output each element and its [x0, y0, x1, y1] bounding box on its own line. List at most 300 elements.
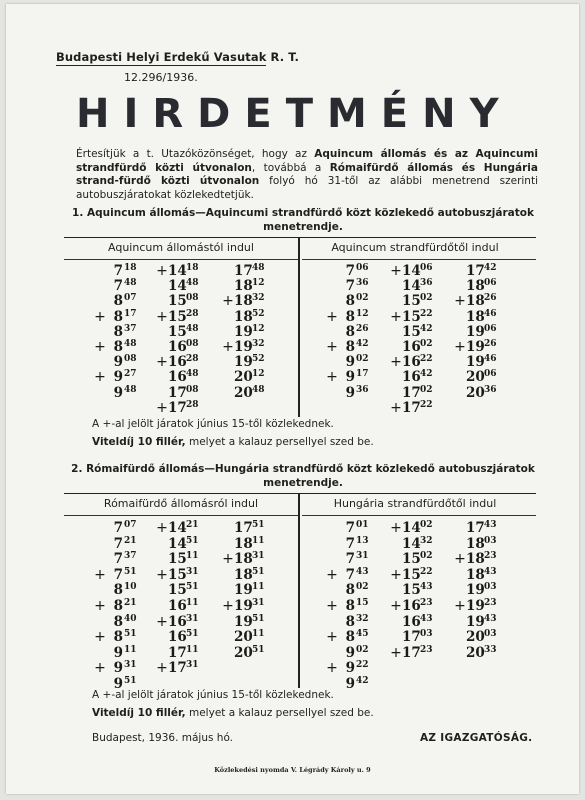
departure-time: [326, 339, 369, 355]
departure-time: [454, 385, 497, 401]
departure-minute: 21: [124, 535, 137, 546]
departure-hour: 9: [113, 384, 123, 401]
departure-hour: 17: [168, 644, 187, 661]
departure-minute: 06: [484, 278, 497, 289]
departure-time: [390, 354, 433, 370]
departure-hour: 7: [345, 520, 355, 536]
june-marker: +: [390, 566, 402, 583]
departure-hour: 16: [402, 354, 421, 371]
section1-title: [68, 206, 538, 234]
departure-hour: 20: [466, 644, 485, 661]
departure-minute: 31: [186, 613, 199, 624]
departure-time: [454, 369, 497, 385]
departure-hour: 14: [402, 535, 421, 552]
departure-time: [390, 551, 433, 567]
departure-time: [222, 293, 265, 309]
departure-minute: 43: [420, 582, 433, 593]
departure-time: [390, 400, 433, 416]
departure-minute: 37: [124, 323, 137, 334]
june-marker: +: [326, 660, 338, 677]
departure-hour: 7: [113, 551, 123, 568]
june-marker: +: [454, 551, 466, 568]
footer-signature: AZ IGAZGATÓSÁG.: [420, 732, 533, 744]
departure-hour: 15: [168, 582, 187, 599]
departure-minute: 36: [356, 278, 369, 289]
intro-text-3: folyó hó 31-től az alábbi menetrend szerinti autobuszjáratokat közlekedtetjük.: [76, 175, 538, 201]
departure-time: [326, 263, 369, 279]
reference-number: 12.296/1936.: [124, 71, 198, 84]
departure-hour: 9: [113, 676, 123, 692]
departure-time: [156, 660, 199, 676]
departure-time: [222, 278, 265, 294]
departure-time: [454, 629, 497, 645]
departure-time: [326, 293, 369, 309]
departure-minute: 11: [186, 551, 199, 562]
section2-title-line1: 2. Rómaifürdő állomás—Hungária strandfürdő közt közlekedő autobuszjáratok: [71, 463, 535, 475]
departure-time: [222, 645, 265, 661]
departure-minute: 02: [356, 582, 369, 593]
departure-minute: 02: [356, 354, 369, 365]
departure-minute: 51: [186, 535, 199, 546]
departure-time: [94, 614, 137, 630]
departure-minute: 43: [484, 566, 497, 577]
departure-minute: 51: [186, 582, 199, 593]
departure-minute: 43: [356, 566, 369, 577]
departure-minute: 31: [252, 598, 265, 608]
departure-time: [94, 567, 137, 583]
departure-minute: 08: [186, 339, 199, 349]
june-marker: +: [390, 308, 402, 325]
june-marker: +: [390, 263, 402, 279]
departure-time: [156, 400, 199, 416]
departure-minute: 28: [186, 308, 199, 319]
june-marker: +: [326, 598, 338, 614]
departure-hour: 9: [113, 660, 123, 677]
departure-hour: 8: [113, 339, 123, 355]
departure-minute: 36: [420, 278, 433, 289]
departure-hour: 17: [402, 629, 421, 646]
departure-minute: 51: [252, 644, 265, 655]
departure-time: [222, 536, 265, 552]
departure-time: [156, 520, 199, 536]
departure-time: [94, 369, 137, 385]
departure-minute: 22: [356, 660, 369, 671]
intro-text-1: Értesítjük a t. Utazóközönséget, hogy az: [76, 148, 315, 160]
departure-minute: 03: [484, 582, 497, 593]
departure-time: [326, 551, 369, 567]
departure-time: [454, 339, 497, 355]
departure-time: [326, 582, 369, 598]
departure-time: [326, 629, 369, 645]
departure-hour: 16: [168, 369, 187, 386]
departure-hour: 19: [466, 323, 485, 340]
departure-hour: 18: [234, 308, 253, 325]
departure-minute: 32: [252, 339, 265, 349]
departure-time: [454, 263, 497, 279]
section2-left-header: Rómaifürdő állomásról indul: [103, 497, 259, 510]
departure-time: [94, 385, 137, 401]
departure-hour: 17: [466, 263, 485, 279]
departure-time: [222, 598, 265, 614]
departure-time: [94, 278, 137, 294]
departure-hour: 18: [466, 535, 485, 552]
departure-hour: 9: [113, 644, 123, 661]
departure-minute: 18: [124, 263, 137, 273]
june-marker: +: [156, 263, 168, 279]
departure-hour: 8: [113, 598, 123, 614]
departure-time: [326, 520, 369, 536]
departure-time: [222, 520, 265, 536]
departure-time: [156, 263, 199, 279]
departure-hour: 19: [234, 323, 253, 340]
departure-minute: 08: [186, 384, 199, 395]
section2-fare-bold: Viteldíj 10 fillér,: [92, 707, 186, 719]
departure-hour: 18: [466, 566, 485, 583]
departure-minute: 15: [356, 598, 369, 608]
departure-time: [222, 567, 265, 583]
departure-time: [156, 582, 199, 598]
departure-minute: 26: [356, 323, 369, 334]
departure-time: [222, 582, 265, 598]
departure-time: [326, 385, 369, 401]
departure-minute: 32: [356, 613, 369, 624]
departure-time: [94, 293, 137, 309]
departure-time: [94, 598, 137, 614]
departure-hour: 7: [345, 535, 355, 552]
section2-table-divider: [298, 493, 300, 688]
departure-time: [454, 520, 497, 536]
departure-hour: 17: [402, 644, 421, 661]
june-marker: +: [222, 551, 234, 568]
june-marker: +: [326, 308, 338, 325]
departure-minute: 06: [484, 323, 497, 334]
departure-minute: 06: [420, 263, 433, 273]
departure-minute: 42: [356, 339, 369, 349]
departure-time: [156, 551, 199, 567]
departure-minute: 23: [484, 598, 497, 608]
departure-minute: 22: [420, 354, 433, 365]
departure-time: [156, 339, 199, 355]
departure-time: [454, 645, 497, 661]
departure-time: [390, 324, 433, 340]
june-marker: +: [326, 629, 338, 646]
departure-hour: 9: [345, 644, 355, 661]
departure-minute: 28: [186, 354, 199, 365]
departure-hour: 19: [466, 339, 485, 355]
departure-hour: 8: [345, 629, 355, 646]
departure-time: [390, 567, 433, 583]
section1-title-line1: 1. Aquincum állomás—Aquincumi strandfürdő közt közlekedő autobuszjáratok: [72, 207, 534, 219]
page-title: HIRDETMÉNY: [76, 91, 513, 137]
departure-minute: 03: [484, 629, 497, 640]
departure-time: [222, 324, 265, 340]
departure-hour: 15: [402, 308, 421, 325]
departure-time: [156, 354, 199, 370]
departure-hour: 17: [168, 384, 187, 401]
departure-hour: 14: [168, 535, 187, 552]
section1-right-header-rule: [302, 259, 536, 260]
june-marker: +: [222, 598, 234, 614]
departure-time: [156, 385, 199, 401]
company-underline: [56, 65, 266, 66]
june-marker: +: [326, 369, 338, 386]
section2-title-line2: menetrendje.: [263, 477, 343, 489]
departure-hour: 15: [168, 308, 187, 325]
departure-minute: 51: [186, 629, 199, 640]
departure-time: [454, 293, 497, 309]
departure-minute: 17: [356, 369, 369, 380]
departure-time: [156, 536, 199, 552]
departure-hour: 19: [466, 598, 485, 614]
departure-time: [390, 263, 433, 279]
departure-minute: 02: [420, 339, 433, 349]
departure-time: [390, 645, 433, 661]
departure-minute: 48: [124, 278, 137, 289]
departure-time: [390, 339, 433, 355]
departure-minute: 51: [124, 676, 137, 686]
departure-hour: 7: [345, 551, 355, 568]
june-marker: +: [94, 629, 106, 646]
june-marker: +: [390, 354, 402, 371]
departure-hour: 18: [466, 551, 485, 568]
section1-fare: [92, 436, 374, 448]
departure-minute: 48: [186, 369, 199, 380]
intro-text-2: , továbbá a: [251, 161, 330, 174]
departure-time: [222, 309, 265, 325]
june-marker: +: [94, 566, 106, 583]
departure-hour: 18: [234, 535, 253, 552]
departure-time: [390, 598, 433, 614]
section1-fare-bold: Viteldíj 10 fillér,: [92, 436, 186, 448]
departure-minute: 32: [420, 535, 433, 546]
departure-time: [390, 582, 433, 598]
june-marker: +: [94, 660, 106, 677]
june-marker: +: [94, 308, 106, 325]
june-marker: +: [454, 293, 466, 310]
departure-minute: 03: [484, 535, 497, 546]
departure-hour: 15: [168, 566, 187, 583]
departure-minute: 51: [252, 613, 265, 624]
departure-minute: 51: [252, 566, 265, 577]
printer-imprint: Közlekedési nyomda V. Légrády Károly u. 9: [214, 766, 371, 774]
departure-hour: 19: [466, 582, 485, 599]
departure-minute: 12: [252, 278, 265, 289]
departure-minute: 48: [252, 384, 265, 395]
departure-hour: 8: [345, 582, 355, 599]
section2-left-header-rule: [64, 515, 298, 516]
departure-minute: 11: [186, 644, 199, 655]
departure-hour: 7: [113, 263, 123, 279]
departure-minute: 46: [484, 354, 497, 365]
departure-minute: 32: [252, 293, 265, 304]
departure-hour: 20: [234, 369, 253, 386]
departure-time: [326, 369, 369, 385]
departure-time: [156, 614, 199, 630]
departure-time: [390, 385, 433, 401]
departure-time: [222, 629, 265, 645]
departure-hour: 8: [113, 293, 123, 310]
departure-time: [390, 369, 433, 385]
departure-hour: 9: [345, 660, 355, 677]
departure-hour: 17: [402, 399, 421, 416]
company-name: Budapesti Helyi Erdekű Vasutak R. T.: [56, 50, 299, 64]
departure-time: [222, 339, 265, 355]
departure-minute: 02: [420, 520, 433, 530]
departure-time: [156, 324, 199, 340]
departure-hour: 16: [402, 598, 421, 614]
departure-hour: 18: [234, 293, 253, 310]
departure-minute: 43: [484, 520, 497, 530]
departure-hour: 14: [402, 520, 421, 536]
departure-time: [390, 629, 433, 645]
section2-right-header-rule: [302, 515, 536, 516]
june-marker: +: [156, 566, 168, 583]
departure-hour: 15: [402, 582, 421, 599]
departure-hour: 8: [113, 323, 123, 340]
footer-date: Budapest, 1936. május hó.: [92, 732, 234, 744]
departure-time: [454, 567, 497, 583]
section1-note: A +-al jelölt járatok június 15-től közlekednek.: [92, 418, 334, 430]
departure-hour: 9: [345, 369, 355, 386]
departure-hour: 18: [466, 278, 485, 295]
departure-minute: 48: [186, 278, 199, 289]
section1-left-header-rule: [64, 259, 298, 260]
departure-minute: 42: [420, 369, 433, 380]
departure-hour: 19: [234, 582, 253, 599]
june-marker: +: [94, 369, 106, 386]
departure-minute: 51: [252, 520, 265, 530]
departure-hour: 9: [345, 354, 355, 371]
departure-time: [222, 385, 265, 401]
departure-hour: 17: [234, 520, 253, 536]
departure-minute: 12: [252, 369, 265, 380]
section2-right-header: Hungária strandfürdőtől indul: [333, 497, 497, 510]
departure-time: [326, 614, 369, 630]
departure-minute: 06: [484, 369, 497, 380]
departure-time: [326, 278, 369, 294]
departure-time: [94, 645, 137, 661]
departure-minute: 11: [252, 582, 265, 593]
departure-minute: 37: [124, 551, 137, 562]
departure-time: [156, 369, 199, 385]
june-marker: +: [156, 660, 168, 677]
departure-time: [156, 629, 199, 645]
departure-time: [222, 354, 265, 370]
departure-time: [390, 536, 433, 552]
departure-time: [156, 598, 199, 614]
departure-hour: 17: [466, 520, 485, 536]
departure-minute: 42: [356, 676, 369, 686]
departure-time: [454, 354, 497, 370]
departure-minute: 01: [356, 520, 369, 530]
departure-hour: 15: [402, 551, 421, 568]
departure-hour: 14: [168, 520, 187, 536]
departure-minute: 48: [252, 263, 265, 273]
notice-sheet: [6, 4, 579, 794]
departure-minute: 10: [124, 582, 137, 593]
departure-minute: 13: [356, 535, 369, 546]
departure-time: [454, 582, 497, 598]
departure-hour: 19: [466, 354, 485, 371]
departure-hour: 14: [168, 278, 187, 295]
departure-hour: 19: [466, 613, 485, 630]
departure-hour: 18: [466, 293, 485, 310]
departure-time: [156, 309, 199, 325]
departure-minute: 12: [356, 308, 369, 319]
june-marker: +: [156, 399, 168, 416]
departure-minute: 21: [124, 598, 137, 608]
departure-hour: 14: [402, 263, 421, 279]
departure-minute: 07: [124, 520, 137, 530]
june-marker: +: [156, 354, 168, 371]
departure-hour: 18: [234, 566, 253, 583]
departure-minute: 02: [420, 551, 433, 562]
departure-minute: 43: [484, 613, 497, 624]
departure-hour: 7: [345, 263, 355, 279]
departure-time: [326, 598, 369, 614]
departure-hour: 15: [168, 551, 187, 568]
section2-title: [68, 462, 538, 490]
departure-hour: 7: [345, 566, 355, 583]
departure-hour: 20: [466, 369, 485, 386]
departure-minute: 02: [356, 293, 369, 304]
departure-time: [454, 598, 497, 614]
departure-hour: 20: [234, 629, 253, 646]
departure-time: [326, 536, 369, 552]
departure-hour: 19: [234, 613, 253, 630]
departure-hour: 16: [168, 629, 187, 646]
departure-time: [390, 278, 433, 294]
departure-time: [454, 551, 497, 567]
departure-hour: 19: [234, 598, 253, 614]
departure-time: [454, 536, 497, 552]
departure-minute: 22: [420, 308, 433, 319]
departure-hour: 16: [168, 598, 187, 614]
departure-minute: 52: [252, 308, 265, 319]
departure-time: [94, 339, 137, 355]
departure-hour: 19: [234, 354, 253, 371]
departure-minute: 26: [484, 339, 497, 349]
departure-time: [94, 629, 137, 645]
departure-minute: 07: [124, 293, 137, 304]
departure-time: [326, 354, 369, 370]
section1-table-top-rule: [64, 237, 536, 238]
section1-title-line2: menetrendje.: [263, 221, 343, 233]
departure-hour: 9: [113, 354, 123, 371]
june-marker: +: [390, 644, 402, 661]
june-marker: +: [390, 598, 402, 614]
departure-hour: 14: [402, 278, 421, 295]
departure-hour: 14: [168, 263, 187, 279]
departure-minute: 06: [356, 263, 369, 273]
departure-time: [94, 660, 137, 676]
departure-minute: 46: [484, 308, 497, 319]
departure-minute: 23: [420, 644, 433, 655]
departure-hour: 9: [113, 369, 123, 386]
departure-hour: 8: [113, 582, 123, 599]
section1-left-header: Aquincum állomástól indul: [108, 241, 254, 254]
departure-time: [454, 309, 497, 325]
departure-time: [94, 354, 137, 370]
june-marker: +: [326, 339, 338, 355]
departure-time: [94, 551, 137, 567]
departure-minute: 42: [420, 323, 433, 334]
departure-time: [326, 660, 369, 676]
departure-time: [390, 520, 433, 536]
departure-hour: 20: [234, 384, 253, 401]
june-marker: +: [94, 598, 106, 614]
june-marker: +: [454, 339, 466, 355]
